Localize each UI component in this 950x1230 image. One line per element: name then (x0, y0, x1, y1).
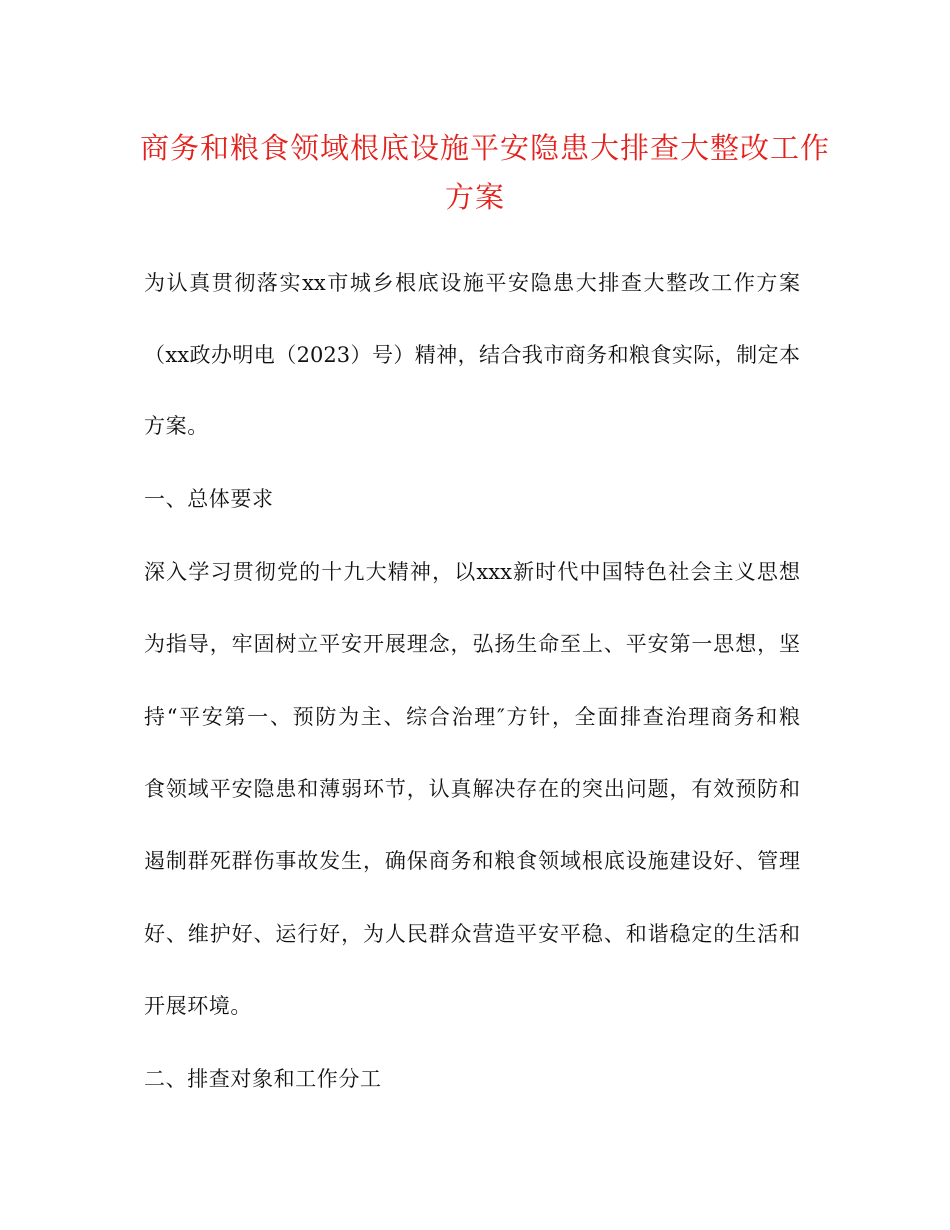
section1-line-7: 开展环境。 (144, 994, 252, 1018)
intro-line-1: 为认真贯彻落实xx市城乡根底设施平安隐患大排查大整改工作方案 (144, 271, 800, 295)
section-heading-2: 二、排查对象和工作分工 (144, 1067, 382, 1091)
section1-line-2: 为指导，牢固树立平安开展理念，弘扬生命至上、平安第一思想，坚 (144, 632, 800, 656)
section1-line-4: 食领域平安隐患和薄弱环节，认真解决存在的突出问题，有效预防和 (144, 777, 800, 801)
intro-line-2: （xx政办明电（2023）号）精神，结合我市商务和粮食实际，制定本 (144, 343, 800, 367)
intro-line-3: 方案。 (144, 414, 209, 438)
section1-line-1: 深入学习贯彻党的十九大精神，以xxx新时代中国特色社会主义思想 (144, 560, 800, 584)
section1-line-6: 好、维护好、运行好，为人民群众营造平安平稳、和谐稳定的生活和 (144, 922, 800, 946)
section1-line-3: 持“平安第一、预防为主、综合治理″方针，全面排查治理商务和粮 (144, 705, 800, 729)
section1-line-5: 遏制群死群伤事故发生，确保商务和粮食领域根底设施建设好、管理 (144, 849, 800, 873)
document-title-line-2: 方案 (444, 180, 505, 214)
section-heading-1: 一、总体要求 (144, 487, 274, 511)
document-title-line-1: 商务和粮食领域根底设施平安隐患大排查大整改工作 (140, 131, 831, 165)
